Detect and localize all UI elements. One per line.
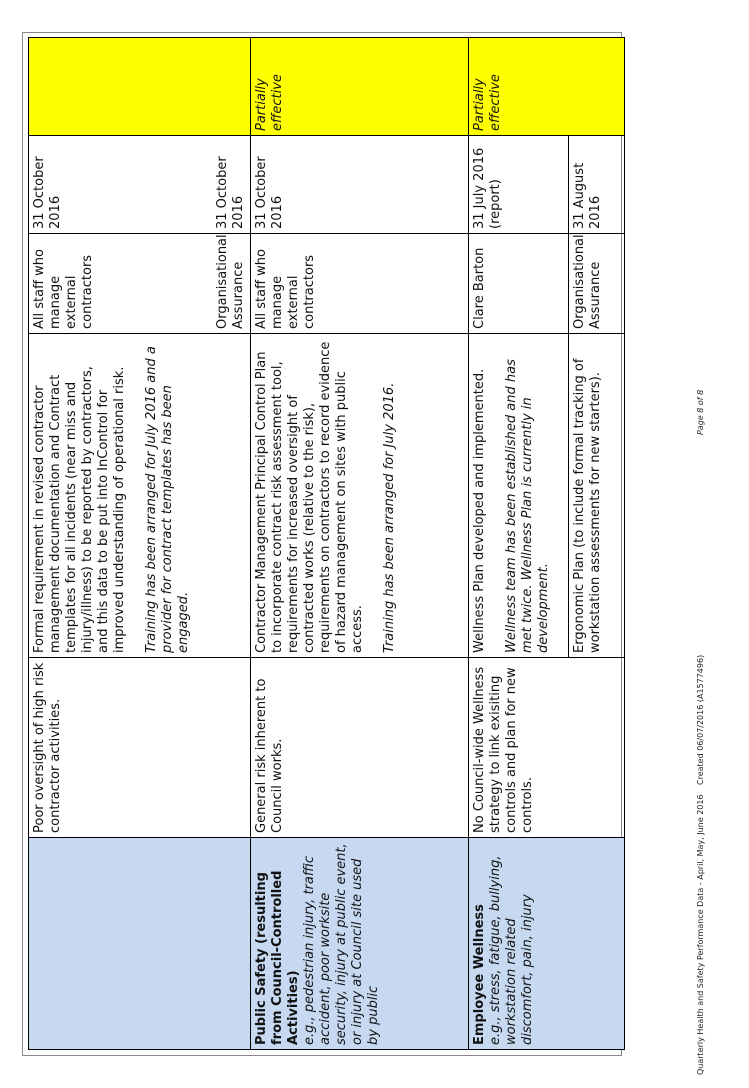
responsible-cell: Organisational Assurance (215, 234, 251, 334)
table-row (468, 38, 568, 1050)
date-cell: 31 October 2016 (250, 136, 468, 234)
action-cell: Ergonomic Plan (to include formal tracking of workstation assessments for new starters). (568, 334, 624, 658)
footer-page-number: Page 8 of 8 (696, 389, 705, 435)
risk-cell (250, 838, 468, 1050)
risk-table-container (28, 38, 603, 1050)
date-cell: 31 October 2016 (215, 136, 251, 234)
risk-title: Public Safety (resulting from Council-Controlled Activities) (253, 870, 301, 1045)
footer-created: Created 06/07/2016 (A1577496) (696, 654, 705, 785)
risk-table (28, 37, 625, 1050)
action-cell (29, 334, 251, 658)
cause-cell: Poor oversight of high risk contractor activities. (29, 658, 251, 838)
risk-cell (468, 838, 624, 1050)
action-text: Contractor Management Principal Control Plan to incorporate contract risk assessment tool, requirements for increased oversight of contracted works (relative to the risk), requirements on contractors to record evidence of hazard management on sites with public access. (253, 341, 365, 653)
action-text: Wellness Plan developed and implemented. (471, 368, 487, 653)
risk-examples: e.g., stress, fatigue, bullying, workstation related discomfort, pain, injury (487, 855, 535, 1045)
action-note: Wellness team has been established and has met twice. Wellness Plan is currently in development. (503, 359, 551, 653)
responsible-cell: All staff who manage external contractors (29, 234, 215, 334)
responsible-cell: All staff who manage external contractors (250, 234, 468, 334)
date-cell: 31 July 2016 (report) (468, 136, 568, 234)
risk-cell-empty (29, 838, 251, 1050)
action-cell (468, 334, 568, 658)
risk-examples: e.g., pedestrian injury, traffic accident, poor worksite security, injury at public event, or injury at Council site used by public (301, 843, 381, 1045)
page-footer (696, 5, 712, 1085)
risk-title: Employee Wellness (471, 904, 487, 1045)
action-note: Training has been arranged for July 2016. (381, 382, 397, 653)
cause-cell: No Council-wide Wellness strategy to link exisiting controls and plan for new controls. (468, 658, 624, 838)
footer-report-title: Quarterly Health and Safety Performance Data - April, May, June 2016 (696, 794, 705, 1075)
cause-cell: General risk inherent to Council works. (250, 658, 468, 838)
date-cell: 31 August 2016 (568, 136, 624, 234)
table-row (250, 38, 468, 1050)
table-row (29, 38, 215, 1050)
responsible-cell: Organisational Assurance (568, 234, 624, 334)
date-cell: 31 October 2016 (29, 136, 215, 234)
action-text: Formal requirement in revised contractor management documentation and Contract templates for all incidents (near miss and injury/illness) to be reported by contractors, and this data to be put into InControl for improved understanding of operational risk. (32, 366, 127, 653)
effectiveness-cell: Partially effective (250, 38, 468, 136)
effectiveness-cell: Partially effective (468, 38, 624, 136)
action-cell (250, 334, 468, 658)
effect-cell-empty (29, 38, 251, 136)
responsible-cell: Clare Barton (468, 234, 568, 334)
action-note: Training has been arranged for July 2016 and a provider for contract templates has been engaged. (144, 346, 191, 653)
